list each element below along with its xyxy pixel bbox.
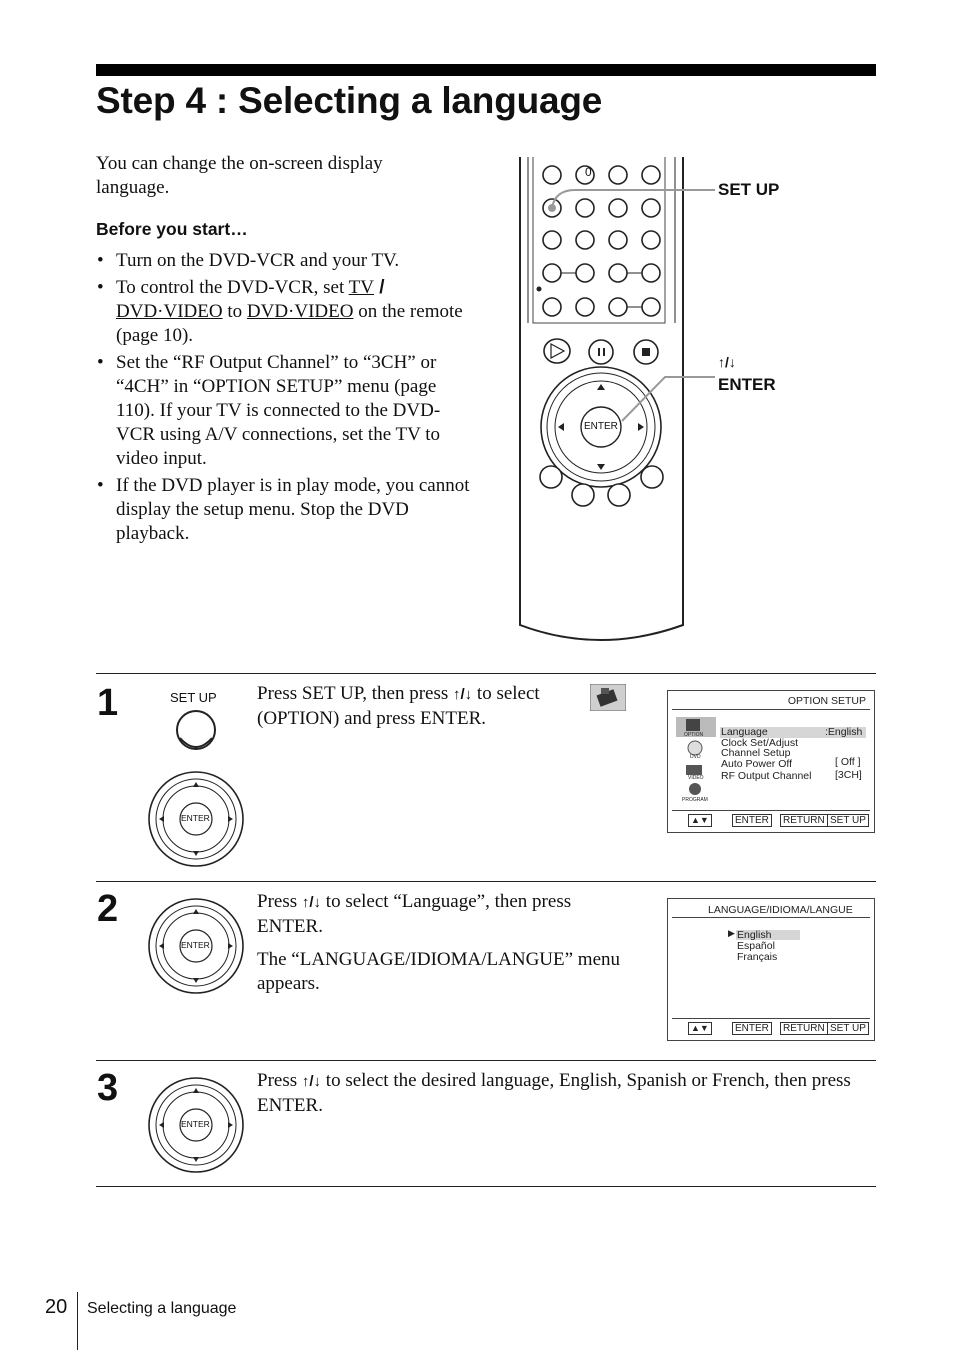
enter-dial-label: ENTER (181, 813, 210, 823)
divider (96, 881, 876, 882)
remote-illustration (515, 155, 785, 645)
setup-key: SET UP (827, 814, 869, 827)
option-setup-screen (667, 690, 875, 833)
option-english: English (737, 929, 772, 941)
option-icon (590, 684, 626, 711)
step-text: Press SET UP, then press (257, 683, 453, 704)
row-language-label: Language (721, 726, 768, 738)
row-rf-label: RF Output Channel (721, 770, 812, 782)
zero-button-label: 0 (585, 165, 592, 179)
setup-button-caption: SET UP (170, 690, 217, 705)
arrows-glyph: ↑/↓ (301, 894, 322, 911)
slash: / (373, 277, 385, 298)
screen-title: LANGUAGE/IDIOMA/LANGUE (708, 904, 853, 916)
enter-callout: ENTER (718, 375, 776, 394)
list-item (96, 474, 476, 546)
setup-callout: SET UP (718, 180, 780, 199)
step-text: (OPTION) and press ENTER. (257, 708, 487, 729)
bullet-text: To control the DVD-VCR, set (116, 277, 349, 298)
step-text: Press (257, 891, 302, 912)
step-3-text (257, 1069, 872, 1118)
page-title: Step 4 : Selecting a language (96, 80, 603, 121)
bullet-text: Turn on the DVD-VCR and your TV. (116, 250, 400, 271)
divider (672, 1018, 870, 1019)
divider (96, 673, 876, 674)
up-down-keys: ▲▼ (688, 1022, 712, 1035)
selection-cursor-icon: ▶ (728, 928, 735, 938)
step-number: 3 (97, 1067, 119, 1109)
tab-dvd-label: DVD (690, 754, 701, 760)
row-clock-label: Clock Set/Adjust (721, 737, 799, 749)
menu-tab-icons (682, 717, 708, 805)
arrows-callout: ↑/↓ (718, 354, 736, 370)
screen-title: OPTION SETUP (787, 695, 866, 707)
dvd-video-setting: DVD·VIDEO (116, 301, 223, 322)
divider (672, 810, 870, 811)
step-2-note: The “LANGUAGE/IDIOMA/LANGUE” menu appears. (257, 949, 621, 994)
row-rf-value: [3CH] (835, 769, 862, 781)
language-menu-screen (667, 898, 875, 1041)
step-text: Press (257, 1070, 302, 1091)
enter-dial-label: ENTER (181, 1119, 210, 1129)
arrows-glyph: ↑/↓ (453, 686, 473, 703)
step-number: 2 (97, 888, 119, 930)
list-item (96, 276, 476, 348)
row-autopower-label: Auto Power Off (721, 758, 793, 770)
title-bar (96, 64, 876, 76)
bullet-text: If the DVD player is in play mode, you cannot display the setup menu. Stop the DVD playback. (116, 475, 470, 544)
step-text: to select “Language”, then press ENTER. (257, 891, 572, 937)
return-key: RETURN (780, 1022, 828, 1035)
enter-button-label: ENTER (584, 421, 618, 432)
tv-setting: TV (348, 277, 374, 298)
before-heading: Before you start… (96, 219, 248, 239)
up-down-keys: ▲▼ (688, 814, 712, 827)
bullet-text: to (222, 301, 247, 322)
option-espanol: Español (737, 940, 775, 952)
step-text: to select the desired language, English, Spanish or French, then press ENTER. (257, 1070, 851, 1116)
step-text: to select (472, 683, 540, 704)
divider (96, 1060, 876, 1061)
row-channel-label: Channel Setup (721, 747, 791, 759)
page-number: 20 (45, 1296, 68, 1318)
intro-text: You can change the on-screen display language. (96, 153, 383, 198)
list-item (96, 351, 476, 471)
enter-key: ENTER (732, 814, 772, 827)
tab-program-label: PROGRAM (682, 797, 708, 803)
setup-button-icon (172, 708, 220, 752)
divider (672, 917, 870, 918)
enter-dial-label: ENTER (181, 940, 210, 950)
footer-section: Selecting a language (87, 1300, 237, 1317)
enter-key: ENTER (732, 1022, 772, 1035)
footer-divider (77, 1292, 78, 1350)
list-item (96, 249, 476, 273)
row-autopower-value: [ Off ] (835, 756, 861, 768)
arrows-glyph: ↑/↓ (301, 1073, 322, 1090)
divider (96, 1186, 876, 1187)
return-key: RETURN (780, 814, 828, 827)
setup-key: SET UP (827, 1022, 869, 1035)
tab-option-label: OPTION (684, 732, 704, 738)
tab-video-label: VIDEO (688, 775, 704, 781)
step-number: 1 (97, 682, 119, 724)
row-language-value: :English (825, 726, 863, 738)
bullet-text: on the remote (page 10). (116, 301, 463, 346)
option-francais: Français (737, 951, 778, 963)
dvd-video-setting: DVD·VIDEO (246, 301, 354, 322)
step-2-text (257, 890, 637, 939)
divider (672, 709, 870, 710)
before-list (96, 249, 476, 549)
bullet-text: Set the “RF Output Channel” to “3CH” or “4CH” in “OPTION SETUP” menu (page 110). If your TV is connected to the DVD-VCR using A/V connections, set the TV to video input. (116, 352, 441, 469)
